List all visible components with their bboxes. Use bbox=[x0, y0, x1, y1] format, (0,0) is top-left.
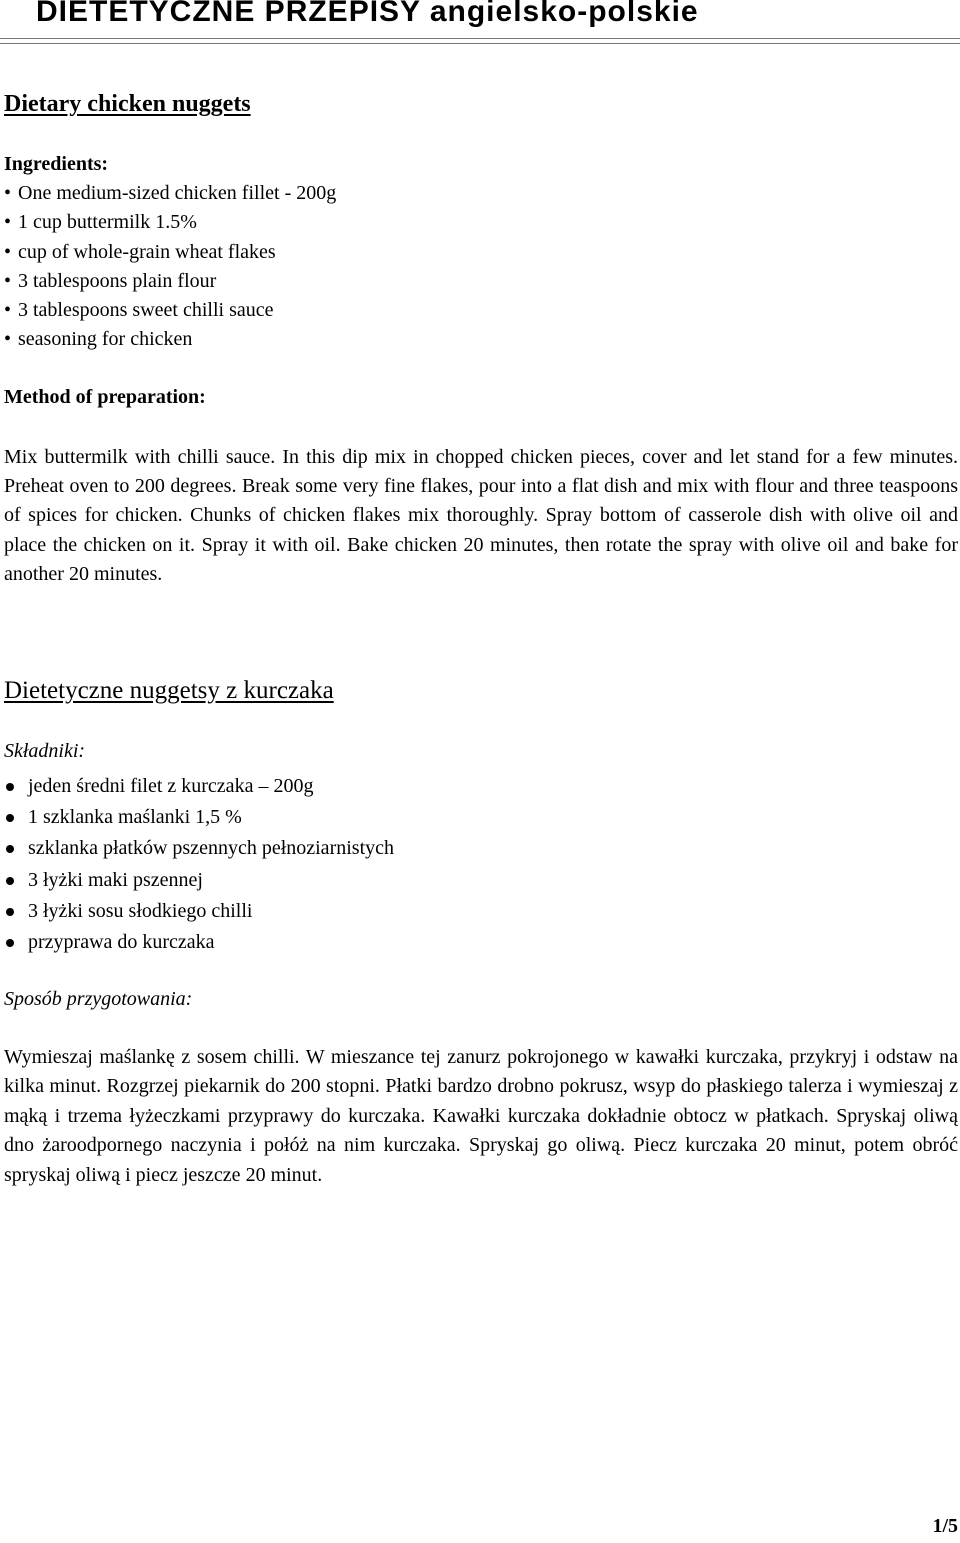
header-rule-secondary bbox=[0, 43, 960, 44]
header-rule bbox=[0, 38, 960, 39]
list-item: 3 łyżki maki pszennej bbox=[4, 865, 394, 896]
english-recipe-heading: Dietary chicken nuggets bbox=[4, 91, 251, 117]
list-item: • One medium-sized chicken fillet - 200g bbox=[4, 179, 336, 208]
polish-ingredients-list bbox=[4, 771, 394, 958]
list-item: szklanka płatków pszennych pełnoziarnistych bbox=[4, 833, 394, 864]
polish-ingredients-label: Składniki: bbox=[4, 740, 86, 762]
list-item: 3 łyżki sosu słodkiego chilli bbox=[4, 896, 394, 927]
list-item: • 3 tablespoons sweet chilli sauce bbox=[4, 296, 336, 325]
english-method-label: Method of preparation: bbox=[4, 386, 206, 408]
english-ingredients-list bbox=[4, 179, 336, 355]
polish-method-text: Wymieszaj maślankę z sosem chilli. W mieszance tej zanurz pokrojonego w kawałki kurczaka, przykryj i odstaw na kilka minut. Rozgrzej piekarnik do 200 stopni. Płatki bardzo drobno pokrusz, wsyp do płaskiego talerza i wymieszaj z mąką i trzema łyżeczkami przyprawy do kurczaka. Kawałki kurczaka dokładnie obtocz w płatkach. Spryskaj oliwą dno żaroodpornego naczynia i połóż na nim kurczaka. Spryskaj go oliwą. Piecz kurczaka 20 minut, potem obróć spryskaj oliwą i piecz jeszcze 20 minut. bbox=[4, 1046, 958, 1186]
page-number: 1/5 bbox=[932, 1515, 958, 1537]
list-item: • 3 tablespoons plain flour bbox=[4, 267, 336, 296]
list-item: jeden średni filet z kurczaka – 200g bbox=[4, 771, 394, 802]
english-ingredients-label: Ingredients: bbox=[4, 153, 109, 175]
list-item: przyprawa do kurczaka bbox=[4, 927, 394, 958]
english-method-text: Mix buttermilk with chilli sauce. In this dip mix in chopped chicken pieces, cover and let stand for a few minutes. Preheat oven to 200 degrees. Break some very fine flakes, pour into a flat dish and mix with flour and three teaspoons of spices for chicken. Chunks of chicken flakes mix thoroughly. Spray bottom of casserole dish with olive oil and place the chicken on it. Spray it with oil. Bake chicken 20 minutes, then rotate the spray with olive oil and bake for another 20 minutes. bbox=[4, 446, 958, 585]
list-item: • seasoning for chicken bbox=[4, 325, 336, 354]
list-item: 1 szklanka maślanki 1,5 % bbox=[4, 802, 394, 833]
polish-recipe-heading: Dietetyczne nuggetsy z kurczaka bbox=[4, 677, 334, 704]
polish-method-label: Sposób przygotowania: bbox=[4, 988, 193, 1010]
list-item: • 1 cup buttermilk 1.5% bbox=[4, 208, 336, 237]
list-item: • cup of whole-grain wheat flakes bbox=[4, 238, 336, 267]
document-title: DIETETYCZNE PRZEPISY angielsko-polskie bbox=[36, 0, 699, 28]
